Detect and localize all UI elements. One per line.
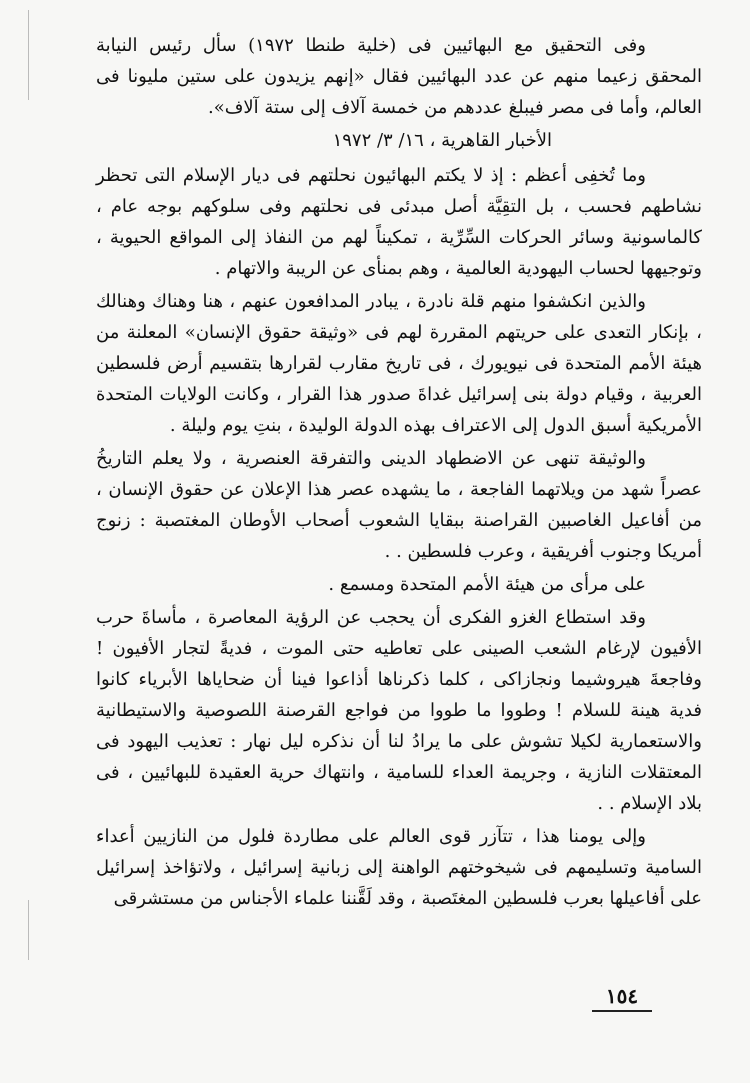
paragraph-human-rights-document: والذين انكشفوا منهم قلة نادرة ، يبادر المدافعون عنهم ، هنا وهناك وهنالك ، بإنكار التعدى على حريتهم المقررة لهم فى «وثيقة حقوق الإنسان» المعلنة من هيئة الأمم المتحدة فى نيويورك ، فى تاريخ مقارب لقرارها بتقسيم أرض فلسطين العربية ، وقيام دولة بنى إسرائيل غداةَ صدور هذا القرار ، وكانت الولايات المتحدة الأمريكية أسبق الدول إلى الاعتراف بهذه الدولة الوليدة ، بنتِ يوم وليلة . (96, 291, 702, 436)
scan-edge-mark (28, 10, 29, 100)
body-text (96, 30, 702, 916)
page-number-text: ١٥٤ (605, 984, 639, 1008)
paragraph-world-powers: وإلى يومنا هذا ، تتآزر قوى العالم على مطاردة فلول من النازيين أعداء السامية وتسليمهم فى شيخوختهم الواهنة إلى زبانية إسرائيل ، ولاتؤاخذ إسرائيل على أفاعيلها بعرب فلسطين المغتَصبة ، وقد لَقَّننا علماء الأجناس من مستشرقى (96, 826, 702, 909)
page-number-underline (592, 1010, 652, 1012)
paragraph-un-witness: على مرأى من هيئة الأمم المتحدة ومسمع . (328, 574, 646, 595)
scan-edge-mark (28, 900, 29, 960)
source-citation: الأخبار القاهرية ، ١٦/ ٣/ ١٩٧٢ (332, 130, 552, 151)
paragraph-bahai-investigation: وفى التحقيق مع البهائيين فى (خلية طنطا ١٩٧٢) سأل رئيس النيابة المحقق زعيما منهم عن عدد البهائيين فقال «إنهم يزيدون على ستين مليونا فى العالم، وأما فى مصر فيبلغ عددهم من خمسة آلاف إلى ستة آلاف». (96, 35, 702, 118)
paragraph-taqiyya: وما تُخفِى أعظم : إذ لا يكتم البهائيون نحلتهم فى ديار الإسلام التى تحظر نشاطهم فحسب ، بل التقِيَّة أصل مبدئى فى نحلتهم وفى سلوكهم بوجه عام ، كالماسونية وسائر الحركات السِّرِّية ، تمكيناً لهم من النفاذ إلى المواقع الحيوية ، وتوجيهها لحساب اليهودية العالمية ، وهم بمنأى عن الريبة والاتهام . (96, 165, 702, 279)
paragraph-discrimination: والوثيقة تنهى عن الاضطهاد الدينى والتفرقة العنصرية ، ولا يعلم التاريخُ عصراً شهد من ويلاتهما الفاجعة ، ما يشهده عصر هذا الإعلان عن حقوق الإنسان ، من أفاعيل الغاصبين القراصنة ببقايا الشعوب أصحاب الأوطان المغتصبة : زنوج أمريكا وجنوب أفريقية ، وعرب فلسطين . . (96, 448, 702, 562)
page-number (592, 984, 652, 1012)
paragraph-intellectual-invasion: وقد استطاع الغزو الفكرى أن يحجب عن الرؤية المعاصرة ، مأساةَ حرب الأفيون لإرغام الشعب الصينى على تعاطيه حتى الموت ، فديةً لتجار الأفيون ! وفاجعةَ هيروشيما ونجازاكى ، كلما ذكرناها أذاعوا فينا أن ضحاياها الأبرياء كانوا فدية هينة للسلام ! وطووا ما طووا من فواجع القرصنة اللصوصية والاستيطانية والاستعمارية لكيلا تشوش على ما يرادُ لنا أن نذكره ليل نهار : تعذيب اليهود فى المعتقلات النازية ، وجريمة العداء للسامية ، وانتهاك حرية العقيدة للبهائيين ، فى بلاد الإسلام . . (96, 607, 702, 814)
